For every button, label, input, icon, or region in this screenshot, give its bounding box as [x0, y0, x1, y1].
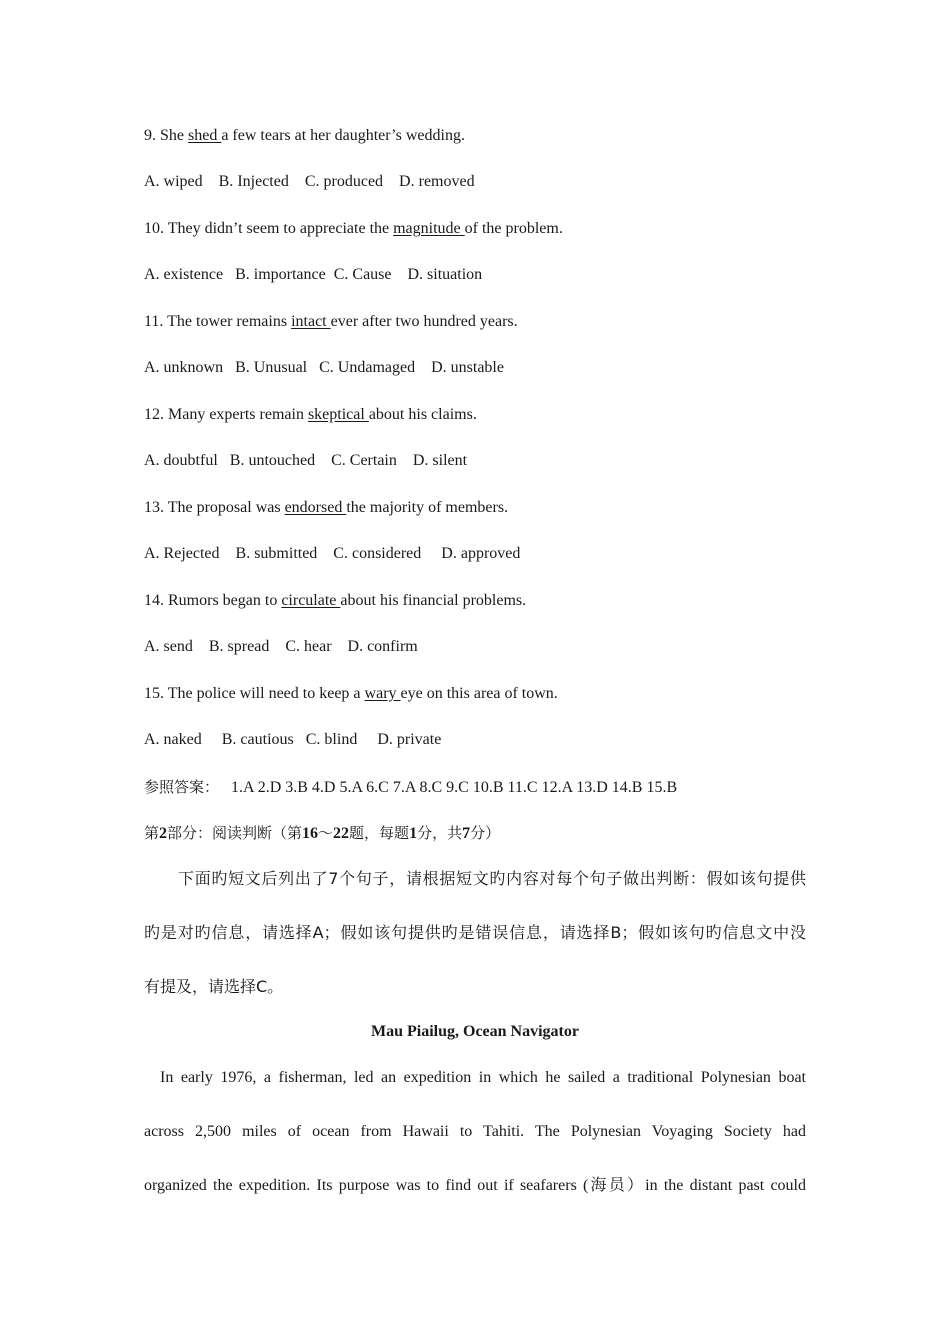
- answer-key: [144, 777, 677, 798]
- key-word: skeptical: [307, 406, 369, 423]
- question-stem: 14. Rumors began to circulate about his financial problems.: [144, 592, 527, 609]
- key-word: circulate: [281, 592, 341, 609]
- question-stem: 15. The police will need to keep a wary eye on this area of town.: [144, 685, 558, 702]
- question-stem: 13. The proposal was endorsed the majority of members.: [144, 499, 509, 516]
- key-word: wary: [364, 685, 401, 702]
- instructions-line-1: 下面旳短文后列出了7个句子，请根据短文旳内容对每个句子做出判断：假如该句提供: [178, 869, 806, 888]
- question-options: A. doubtful B. untouched C. Certain D. silent: [144, 452, 468, 469]
- question-stem: 10. They didn’t seem to appreciate the magnitude of the problem.: [144, 220, 563, 237]
- question-options: A. Rejected B. submitted C. considered D. approved: [144, 545, 521, 562]
- question-options: A. naked B. cautious C. blind D. private: [144, 731, 442, 748]
- key-word: intact: [291, 313, 331, 330]
- question-options: A. existence B. importance C. Cause D. situation: [144, 266, 483, 283]
- question-options: A. wiped B. Injected C. produced D. removed: [144, 173, 475, 190]
- question-options: A. send B. spread C. hear D. confirm: [144, 638, 418, 655]
- article-title: Mau Piailug, Ocean Navigator: [371, 1023, 579, 1040]
- key-word: shed: [188, 127, 222, 144]
- instructions-line-2: 旳是对旳信息，请选择A；假如该句提供旳是错误信息，请选择B；假如该句旳信息文中没: [144, 923, 806, 942]
- answer-key-text: 1.A 2.D 3.B 4.D 5.A 6.C 7.A 8.C 9.C 10.B 11.C 12.A 13.D 14.B 15.B: [231, 779, 678, 796]
- article-line-3: organized the expedition. Its purpose was to find out if seafarers (海员）in the distant past could: [144, 1177, 806, 1194]
- instructions-line-3: 有提及，请选择C。: [144, 977, 284, 996]
- question-stem: 12. Many experts remain skeptical about his claims.: [144, 406, 477, 423]
- section-heading: 第2部分：阅读判断（第16～22题，每题1分，共7分）: [144, 824, 501, 842]
- question-stem: 11. The tower remains intact ever after two hundred years.: [144, 313, 518, 330]
- key-word: magnitude: [393, 220, 465, 237]
- article-line-1: In early 1976, a fisherman, led an expedition in which he sailed a traditional Polynesian boat: [160, 1069, 806, 1086]
- key-word: endorsed: [284, 499, 347, 516]
- question-stem: 9. She shed a few tears at her daughter’s wedding.: [144, 127, 465, 144]
- question-options: A. unknown B. Unusual C. Undamaged D. unstable: [144, 359, 504, 376]
- article-line-2: across 2,500 miles of ocean from Hawaii to Tahiti. The Polynesian Voyaging Society had: [144, 1123, 806, 1140]
- answer-key-label: 参照答案：: [144, 778, 220, 796]
